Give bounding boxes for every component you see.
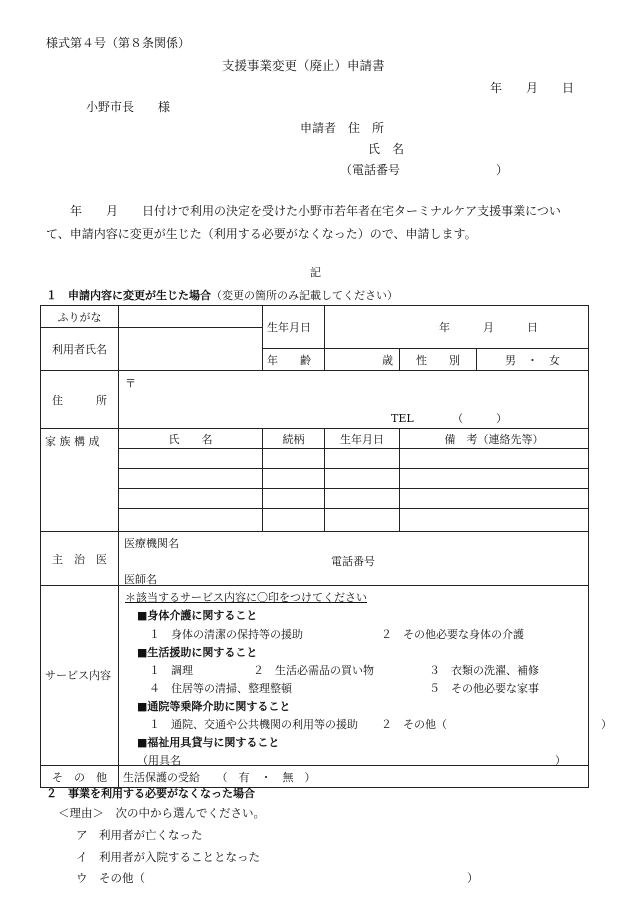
furigana-label: ふりがな <box>41 306 119 328</box>
reason-option-a[interactable]: ア 利用者が亡くなった <box>76 828 203 842</box>
family-cell[interactable] <box>400 449 589 469</box>
life-support-heading: ■生活援助に関すること <box>137 646 258 659</box>
body-care-heading: ■身体介護に関すること <box>137 609 258 622</box>
doctor-phone-label: 電話番号 <box>331 554 375 568</box>
age-value[interactable]: 歳 <box>325 349 400 371</box>
welfare-assistance-field[interactable]: 生活保護の受給 （ 有 ・ 無 ） <box>119 766 589 788</box>
intro-paragraph: 年 月 日付けで利用の決定を受けた小野市若年者在宅ターミナルケア支援事業について、申請内容に変更が生じた（利用する必要がなくなった）ので、申請します。 <box>46 204 561 241</box>
family-label: 家 族 構 成 <box>41 429 119 532</box>
welfare-heading: ■福祉用具貸与に関すること <box>137 736 280 749</box>
family-cell[interactable] <box>325 509 400 532</box>
family-cell[interactable] <box>119 469 263 489</box>
family-cell[interactable] <box>400 489 589 509</box>
reason-option-i[interactable]: イ 利用者が入院することとなった <box>76 850 260 864</box>
addressee: 小野市長 様 <box>86 100 171 114</box>
user-name-label: 利用者氏名 <box>41 328 119 371</box>
reason-option-u[interactable]: ウ その他（ ） <box>76 871 479 885</box>
family-header-name: 氏 名 <box>119 429 263 449</box>
reason-instruction: ＜理由＞ 次の中から選んでください。 <box>58 806 265 820</box>
form-number: 様式第４号（第８条関係） <box>46 36 191 50</box>
other-label: そ の 他 <box>41 766 119 788</box>
life-option-5[interactable]: ５ その他必要な家事 <box>429 682 539 695</box>
transport-option-2[interactable]: ２ その他（ ） <box>381 718 612 731</box>
family-cell[interactable] <box>119 449 263 469</box>
family-cell[interactable] <box>325 489 400 509</box>
doctor-input[interactable] <box>119 532 589 586</box>
applicant-address-label: 申請者 住 所 <box>300 121 385 135</box>
document-title: 支援事業変更（廃止）申請書 <box>222 58 385 73</box>
applicant-phone-label: （電話番号 ） <box>340 163 509 177</box>
family-cell[interactable] <box>263 489 325 509</box>
family-header-relation: 続柄 <box>263 429 325 449</box>
service-content <box>119 586 612 767</box>
sex-label: 性 別 <box>400 349 477 371</box>
life-option-3[interactable]: ３ 衣類の洗濯、補修 <box>429 664 539 677</box>
section1-title: １ 申請内容に変更が生じた場合 <box>46 289 211 302</box>
doctor-name-label: 医師名 <box>124 572 157 586</box>
body-care-option-1[interactable]: １ 身体の清潔の保持等の援助 <box>149 628 303 641</box>
family-cell[interactable] <box>263 449 325 469</box>
service-label: サービス内容 <box>41 586 119 766</box>
user-name-input[interactable] <box>119 328 263 371</box>
family-cell[interactable] <box>263 509 325 532</box>
transport-heading: ■通院等乗降介助に関すること <box>137 700 291 713</box>
family-header-remarks: 備 考（連絡先等） <box>400 429 589 449</box>
family-cell[interactable] <box>119 509 263 532</box>
postal-mark: 〒 <box>125 376 136 390</box>
ki-heading: 記 <box>310 266 321 279</box>
life-option-4[interactable]: ４ 住居等の清掃、整理整頓 <box>149 682 292 695</box>
service-instruction: ＊該当するサービス内容に〇印をつけてください <box>125 591 367 604</box>
family-cell[interactable] <box>263 469 325 489</box>
family-cell[interactable] <box>119 489 263 509</box>
welfare-item-field[interactable]: （用具名 ） <box>137 754 566 767</box>
section1-note: （変更の箇所のみ記載してください） <box>211 289 398 302</box>
birthdate-value[interactable]: 年 月 日 <box>325 306 589 349</box>
section1-heading <box>46 287 398 303</box>
doctor-label: 主 治 医 <box>41 532 119 586</box>
age-label: 年 齢 <box>263 349 325 371</box>
date-field[interactable]: 年 月 日 <box>490 81 575 95</box>
family-cell[interactable] <box>325 469 400 489</box>
life-option-2[interactable]: ２ 生活必需品の買い物 <box>253 664 374 677</box>
family-cell[interactable] <box>400 509 589 532</box>
hospital-label: 医療機関名 <box>124 536 179 550</box>
family-cell[interactable] <box>325 449 400 469</box>
life-option-1[interactable]: １ 調理 <box>149 664 193 677</box>
family-header-birthdate: 生年月日 <box>325 429 400 449</box>
tel-field[interactable]: TEL （ ） <box>391 411 508 425</box>
birthdate-label: 生年月日 <box>263 306 325 349</box>
address-label: 住 所 <box>41 371 119 429</box>
address-input[interactable] <box>119 371 589 429</box>
furigana-input[interactable] <box>119 306 263 328</box>
sex-value[interactable]: 男 ・ 女 <box>477 349 589 371</box>
transport-option-1[interactable]: １ 通院、交通や公共機関の利用等の援助 <box>149 718 358 731</box>
application-table <box>40 305 612 788</box>
applicant-name-label: 氏 名 <box>368 142 405 156</box>
body-care-option-2[interactable]: ２ その他必要な身体の介護 <box>381 628 524 641</box>
family-cell[interactable] <box>400 469 589 489</box>
section2-heading: ２ 事業を利用する必要がなくなった場合 <box>46 787 255 800</box>
